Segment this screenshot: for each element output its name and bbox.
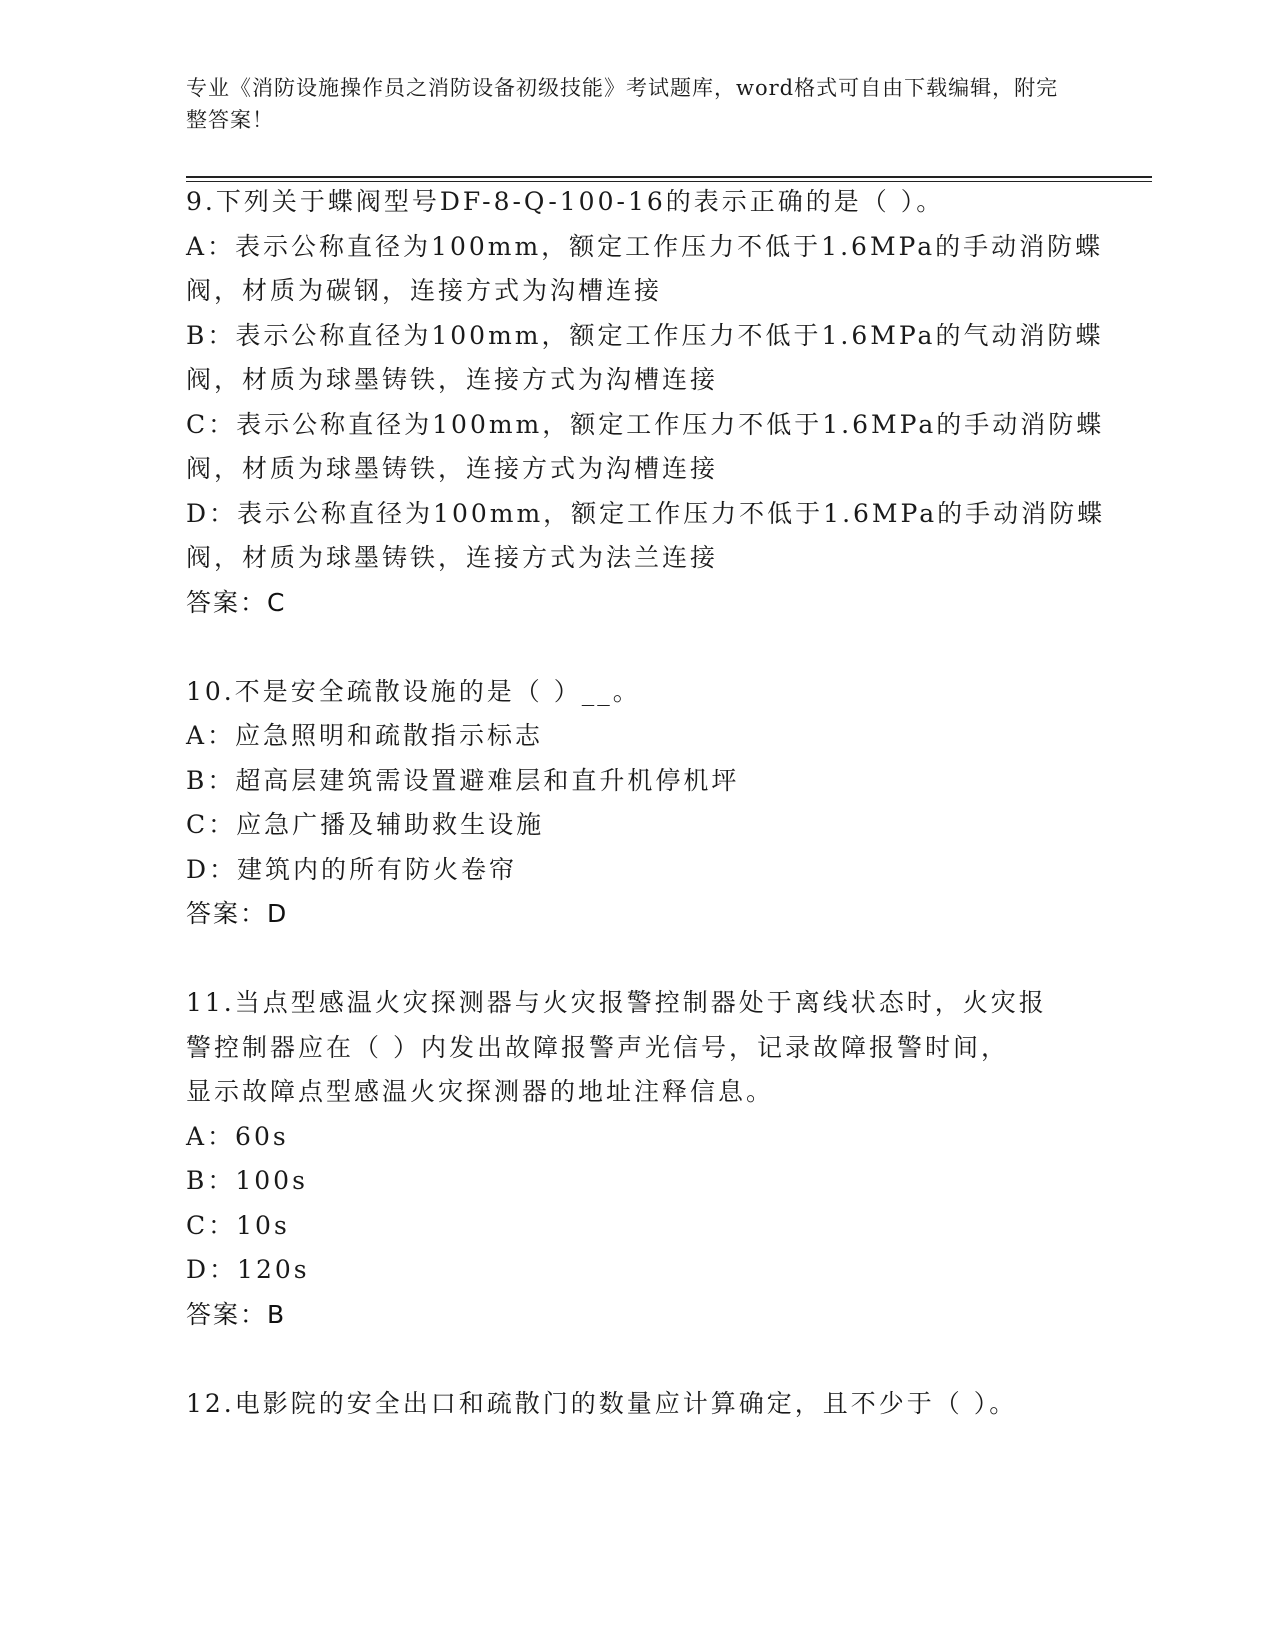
question-10-option-b: B：超高层建筑需设置避难层和直升机停机坪 bbox=[186, 766, 740, 795]
document-intro: 专业《消防设施操作员之消防设备初级技能》考试题库，word格式可自由下载编辑，附完整答案！ bbox=[186, 76, 1059, 132]
question-11-stem-cont-2: 显示故障点型感温火灾探测器的地址注释信息。 bbox=[186, 1077, 775, 1106]
question-9-option-b-cont: 阀，材质为球墨铸铁，连接方式为沟槽连接 bbox=[186, 365, 719, 394]
question-11-stem-cont-1: 警控制器应在（ ）内发出故障报警声光信号，记录故障报警时间， bbox=[186, 1033, 1009, 1062]
header-divider-thick bbox=[186, 176, 1152, 178]
question-9-answer: 答案：C bbox=[186, 588, 287, 617]
question-9-option-c-cont: 阀，材质为球墨铸铁，连接方式为沟槽连接 bbox=[186, 454, 719, 483]
question-10-stem: 10.不是安全疏散设施的是（ ）__。 bbox=[186, 677, 641, 706]
question-11-option-c: C：10s bbox=[186, 1211, 290, 1240]
question-11-option-b: B：100s bbox=[186, 1166, 308, 1195]
question-9-stem: 9.下列关于蝶阀型号DF-8-Q-100-16的表示正确的是（ ）。 bbox=[186, 187, 945, 216]
question-10-option-c: C：应急广播及辅助救生设施 bbox=[186, 810, 545, 839]
question-9-option-d-cont: 阀，材质为球墨铸铁，连接方式为法兰连接 bbox=[186, 543, 719, 572]
question-9-option-a-cont: 阀，材质为碳钢，连接方式为沟槽连接 bbox=[186, 276, 663, 305]
question-10-option-d: D：建筑内的所有防火卷帘 bbox=[186, 855, 518, 884]
question-10-answer: 答案：D bbox=[186, 899, 289, 928]
question-11-answer: 答案：B bbox=[186, 1300, 287, 1329]
question-9-option-d: D：表示公称直径为100mm，额定工作压力不低于1.6MPa的手动消防蝶 bbox=[186, 499, 1106, 528]
header-divider-thin bbox=[186, 181, 1152, 182]
question-9-option-b: B：表示公称直径为100mm，额定工作压力不低于1.6MPa的气动消防蝶 bbox=[186, 321, 1104, 350]
question-9-option-c: C：表示公称直径为100mm，额定工作压力不低于1.6MPa的手动消防蝶 bbox=[186, 410, 1105, 439]
question-9-option-a: A：表示公称直径为100mm，额定工作压力不低于1.6MPa的手动消防蝶 bbox=[186, 232, 1104, 261]
question-12-stem: 12.电影院的安全出口和疏散门的数量应计算确定，且不少于（ ）。 bbox=[186, 1389, 1018, 1418]
question-11-option-d: D：120s bbox=[186, 1255, 310, 1284]
question-11-option-a: A：60s bbox=[186, 1122, 289, 1151]
question-11-stem: 11.当点型感温火灾探测器与火灾报警控制器处于离线状态时，火灾报 bbox=[186, 988, 1047, 1017]
question-10-option-a: A：应急照明和疏散指示标志 bbox=[186, 721, 544, 750]
